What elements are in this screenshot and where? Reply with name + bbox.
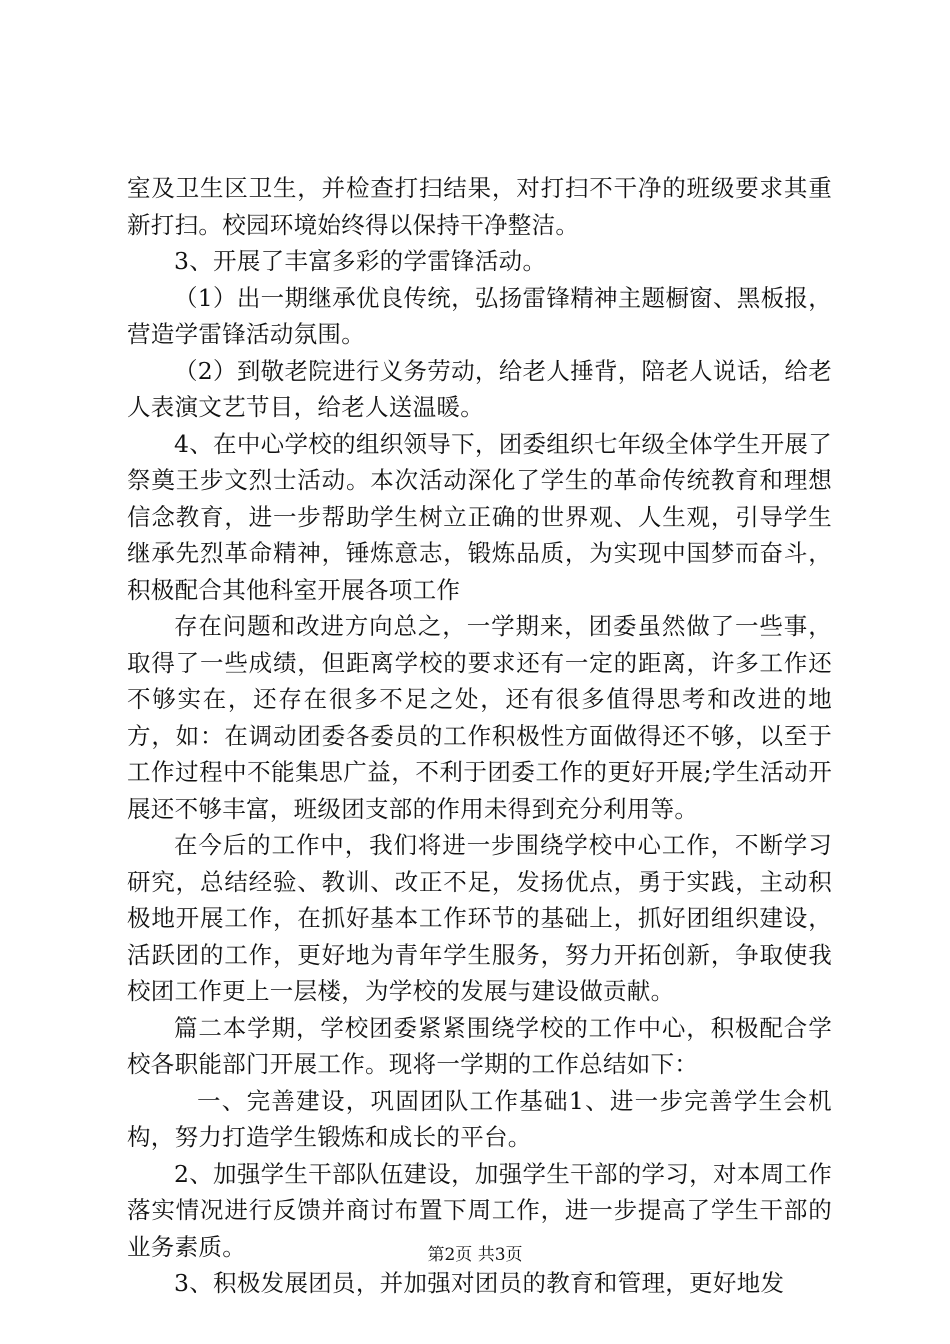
paragraph: 2、加强学生干部队伍建设，加强学生干部的学习，对本周工作落实情况进行反馈并商讨布置下周工作，进一步提高了学生干部的业务素质。	[127, 1159, 832, 1261]
paragraph: 篇二本学期，学校团委紧紧围绕学校的工作中心，积极配合学校各职能部门开展工作。现将一学期的工作总结如下：	[127, 1013, 832, 1078]
paragraph: 存在问题和改进方向总之，一学期来，团委虽然做了一些事，取得了一些成绩，但距离学校的要求还有一定的距离，许多工作还不够实在，还存在很多不足之处，还有很多值得思考和改进的地方，如：在调动团委各委员的工作积极性方面做得还不够，以至于工作过程中不能集思广益，不利于团委工作的更好开展;学生活动开展还不够丰富，班级团支部的作用未得到充分利用等。	[127, 612, 832, 823]
paragraph: 在今后的工作中，我们将进一步围绕学校中心工作，不断学习研究，总结经验、教训、改正不足，发扬优点，勇于实践，主动积极地开展工作，在抓好基本工作环节的基础上，抓好团组织建设，活跃团的工作，更好地为青年学生服务，努力开拓创新，争取使我校团工作更上一层楼，为学校的发展与建设做贡献。	[127, 831, 832, 1005]
paragraph: （1）出一期继承优良传统，弘扬雷锋精神主题橱窗、黑板报，营造学雷锋活动氛围。	[127, 283, 832, 348]
paragraph: 室及卫生区卫生，并检查打扫结果，对打扫不干净的班级要求其重新打扫。校园环境始终得以保持干净整洁。	[127, 174, 832, 239]
paragraph: 4、在中心学校的组织领导下，团委组织七年级全体学生开展了祭奠王步文烈士活动。本次活动深化了学生的革命传统教育和理想信念教育，进一步帮助学生树立正确的世界观、人生观，引导学生继承先烈革命精神，锤炼意志，锻炼品质，为实现中国梦而奋斗，积极配合其他科室开展各项工作	[127, 429, 832, 604]
paragraph: 3、积极发展团员，并加强对团员的教育和管理，更好地发	[174, 1269, 785, 1297]
paragraph: 一、完善建设，巩固团队工作基础1、进一步完善学生会机构，努力打造学生锻炼和成长的平台。	[127, 1086, 832, 1151]
paragraph: （2）到敬老院进行义务劳动，给老人捶背，陪老人说话，给老人表演文艺节目，给老人送温暖。	[127, 356, 832, 421]
page-footer: 第2页 共3页	[427, 1245, 523, 1265]
document-body	[127, 170, 832, 1302]
paragraph: 3、开展了丰富多彩的学雷锋活动。	[174, 247, 547, 275]
